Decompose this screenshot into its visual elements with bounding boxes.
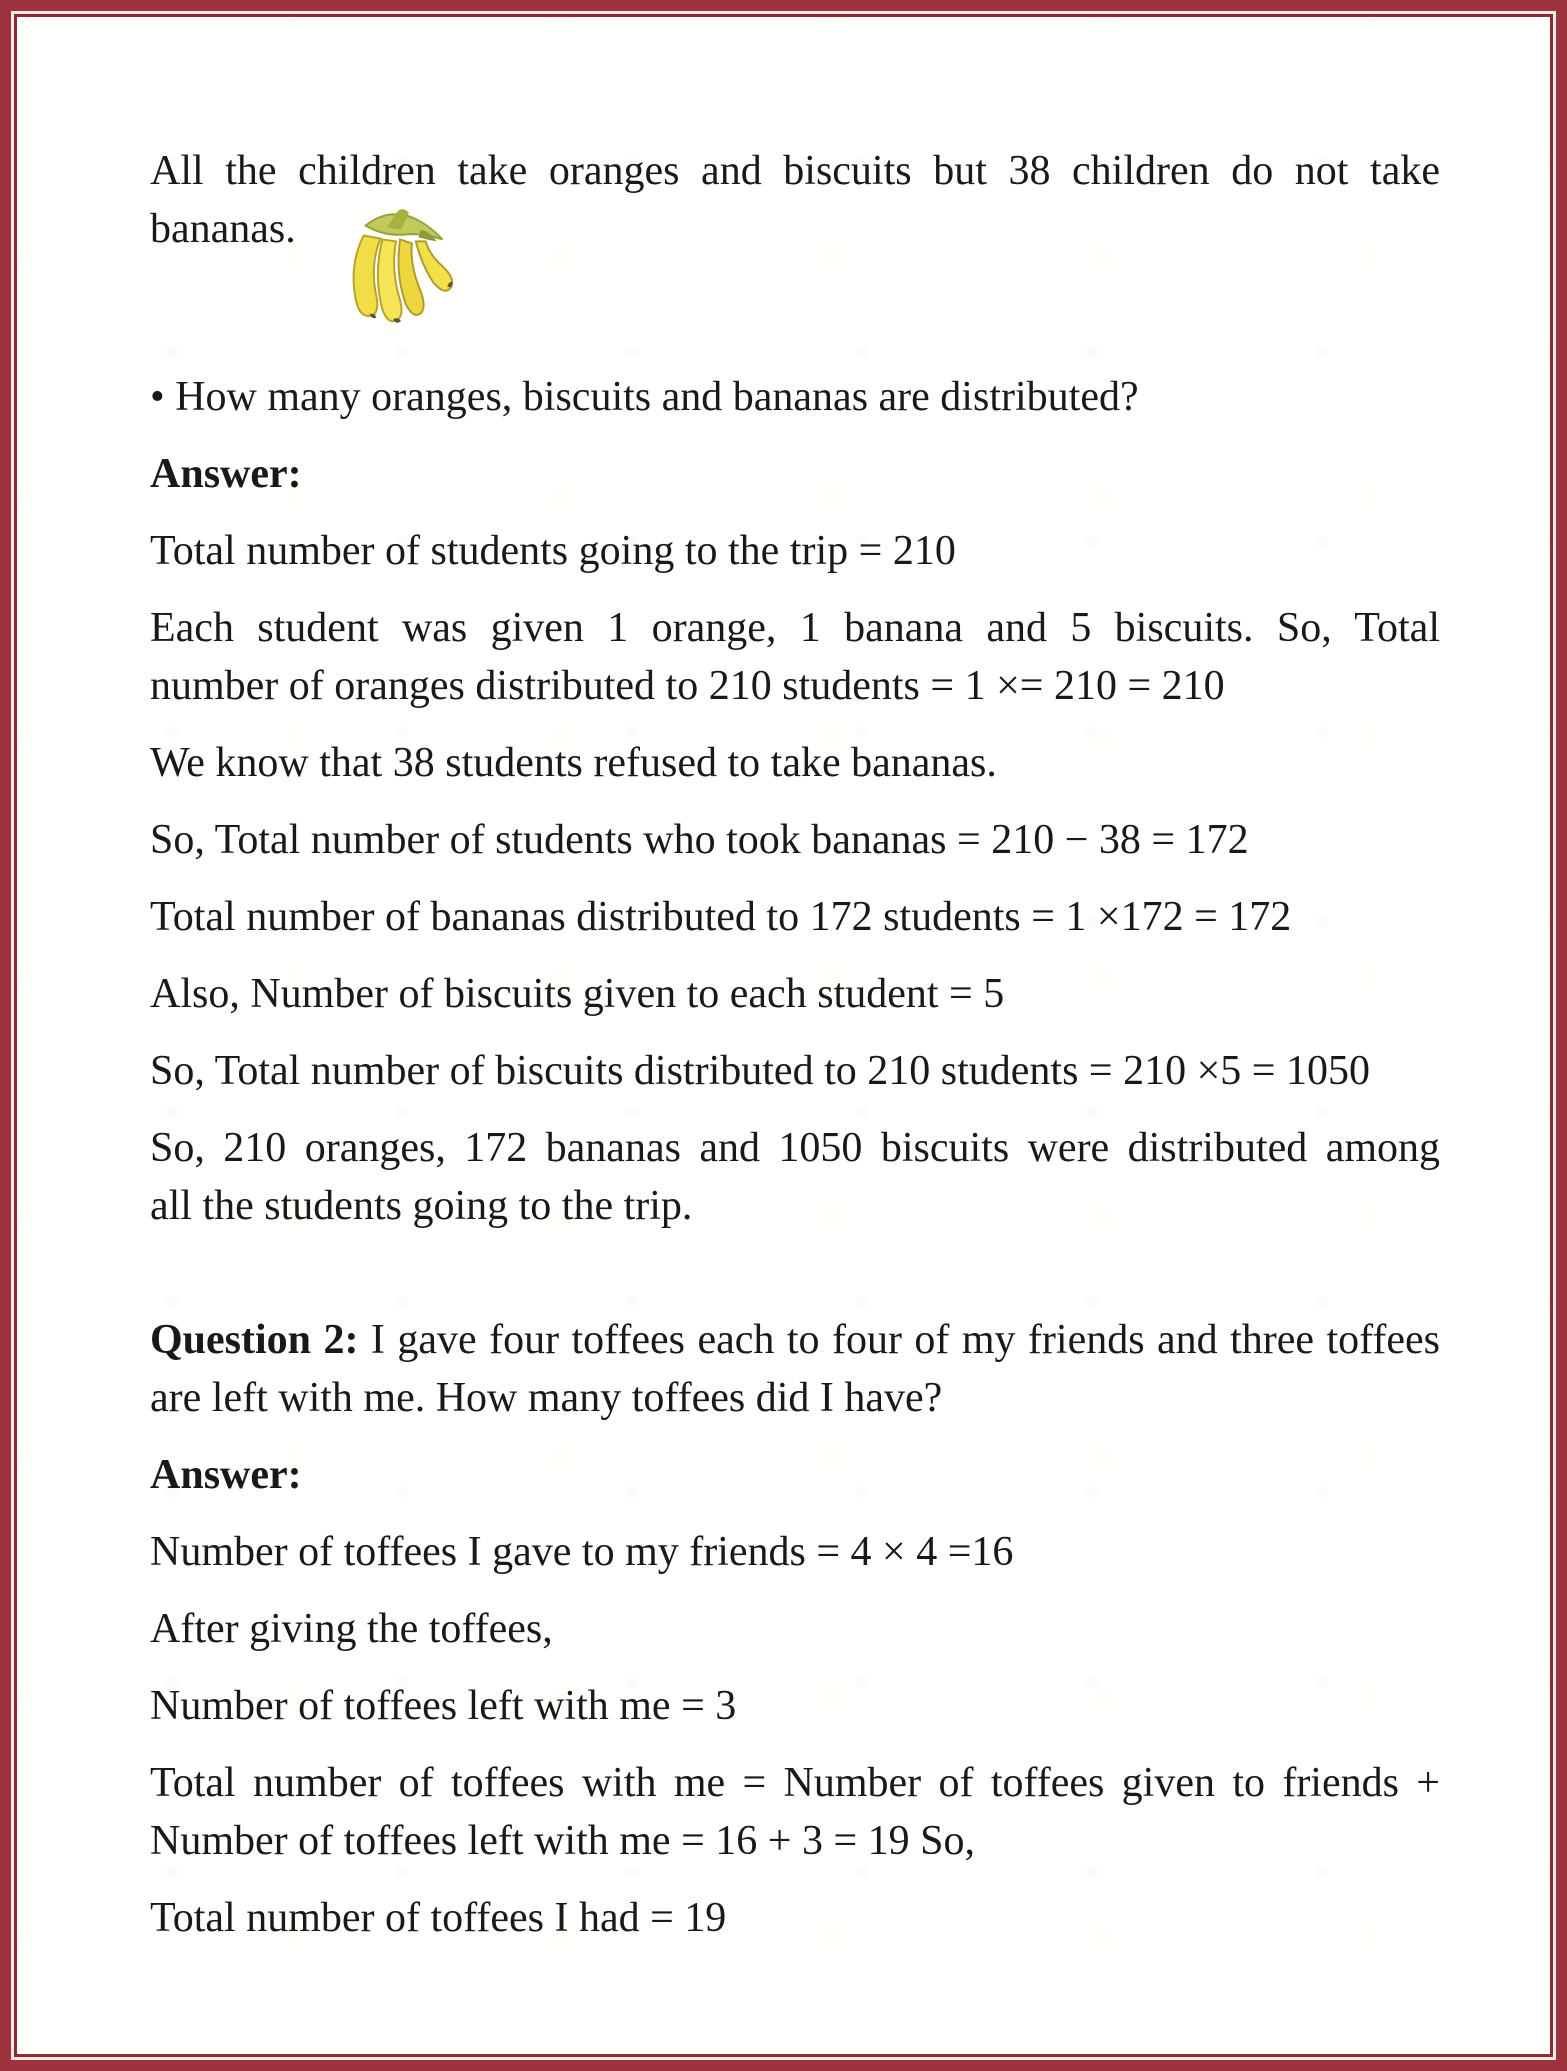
answer1-bananas-refused-text: We know that 38 students refused to take bananas. [150, 740, 997, 786]
answer1-biscuits-each-text: Also, Number of biscuits given to each student = 5 [150, 971, 1005, 1017]
answer1-bananas-total-text: Total number of bananas distributed to 172 students = 1 ×172 = 172 [150, 894, 1292, 940]
answer2-heading-text: Answer: [150, 1452, 302, 1498]
intro-line-1: All the children take oranges and biscuits but 38 children do not take [150, 148, 1440, 194]
answer1-heading [150, 445, 1440, 503]
answer1-heading-text: Answer: [150, 451, 302, 497]
intro-line-2: bananas. [150, 206, 296, 252]
question2-line1 [150, 1311, 1440, 1369]
answer1-bananas-took [150, 811, 1440, 869]
page-border-gap [11, 11, 1556, 2060]
answer1-conclusion-line2: all the students going to the trip. [150, 1183, 693, 1229]
question2 [150, 1311, 1440, 1427]
answer2-gave [150, 1523, 1440, 1581]
answer1-conclusion-line1: So, 210 oranges, 172 bananas and 1050 biscuits were distributed among [150, 1125, 1440, 1171]
answer1-total-students-text: Total number of students going to the trip = 210 [150, 528, 956, 574]
answer1-biscuits-each [150, 965, 1440, 1023]
answer2-after [150, 1600, 1440, 1658]
answer2-after-text: After giving the toffees, [150, 1606, 553, 1652]
question2-line1-text: I gave four toffees each to four of my friends and three toffees [370, 1317, 1440, 1363]
answer2-left [150, 1677, 1440, 1735]
answer2-final [150, 1889, 1440, 1947]
question1-bullet-text: • How many oranges, biscuits and bananas are distributed? [150, 374, 1139, 420]
answer2-left-text: Number of toffees left with me = 3 [150, 1683, 737, 1729]
answer1-oranges [150, 599, 1440, 715]
question1-bullet [150, 368, 1440, 426]
answer1-total-students [150, 522, 1440, 580]
answer2-total [150, 1754, 1440, 1870]
answer1-oranges-line2: number of oranges distributed to 210 students = 1 ×= 210 = 210 [150, 663, 1225, 709]
page-sheet [14, 14, 1553, 2057]
answer1-conclusion [150, 1119, 1440, 1235]
answer1-bananas-took-text: So, Total number of students who took bananas = 210 − 38 = 172 [150, 817, 1249, 863]
bananas-illustration [330, 204, 478, 332]
bananas-icon [330, 204, 478, 332]
question2-label: Question 2: [150, 1317, 359, 1363]
answer2-final-text: Total number of toffees I had = 19 [150, 1895, 727, 1941]
answer1-bananas-refused [150, 734, 1440, 792]
question2-line2: are left with me. How many toffees did I have? [150, 1375, 943, 1421]
answer2-gave-text: Number of toffees I gave to my friends = 4 × 4 =16 [150, 1529, 1014, 1575]
answer1-biscuits-total [150, 1042, 1440, 1100]
answer1-bananas-total [150, 888, 1440, 946]
answer1-oranges-line1: Each student was given 1 orange, 1 banana and 5 biscuits. So, Total [150, 605, 1440, 651]
answer2-total-line1: Total number of toffees with me = Number of toffees given to friends + [150, 1760, 1440, 1806]
answer1-biscuits-total-text: So, Total number of biscuits distributed to 210 students = 210 ×5 = 1050 [150, 1048, 1370, 1094]
paragraph-intro [150, 142, 1440, 258]
answer2-heading [150, 1446, 1440, 1504]
answer2-total-line2: Number of toffees left with me = 16 + 3 = 19 So, [150, 1818, 975, 1864]
